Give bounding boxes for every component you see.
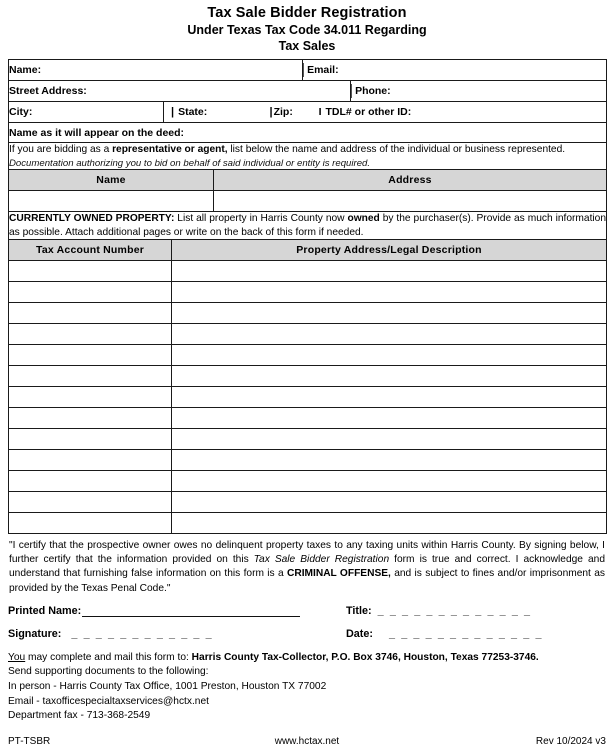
- city-field-cell[interactable]: [9, 102, 164, 123]
- property-description-cell[interactable]: [172, 302, 607, 323]
- property-account-cell[interactable]: [9, 491, 172, 512]
- title-group: [346, 605, 606, 617]
- state-pipe-separator: |: [171, 106, 175, 118]
- agent-col-header-name: Name: [9, 170, 214, 191]
- applicant-info-table: [8, 59, 607, 171]
- agent-address-input-cell[interactable]: [214, 191, 607, 212]
- property-account-cell[interactable]: [9, 260, 172, 281]
- agent-line1-emphasis: representative or agent,: [112, 144, 228, 155]
- property-description-cell[interactable]: [172, 470, 607, 491]
- page-subtitle-line2: Tax Sales: [278, 39, 336, 53]
- footer-website[interactable]: www.hctax.net: [274, 735, 340, 747]
- property-col-header-account: Tax Account Number: [9, 239, 172, 260]
- phone-divider-tick: [351, 84, 352, 98]
- deed-name-label: Name as it will appear on the deed:: [9, 126, 185, 139]
- table-row: [9, 323, 607, 344]
- date-group: [346, 628, 606, 640]
- printed-name-label: Printed Name:: [8, 604, 82, 617]
- table-row: [9, 365, 607, 386]
- certification-part2: form is true and correct. I acknowledge and understand that furnishing false information on this form is a: [9, 554, 605, 580]
- property-description-cell[interactable]: [172, 365, 607, 386]
- property-account-cell[interactable]: [9, 302, 172, 323]
- printed-name-input[interactable]: [82, 606, 300, 617]
- mailing-you-word: You: [8, 651, 26, 663]
- property-account-cell[interactable]: [9, 449, 172, 470]
- agent-instructions-row: [9, 143, 607, 171]
- fax-number-line: Department fax - 713-368-2549: [8, 710, 151, 722]
- email-field-cell[interactable]: [303, 60, 607, 81]
- property-account-cell[interactable]: [9, 281, 172, 302]
- tdl-pipe-separator: I: [318, 106, 322, 118]
- currently-owned-property-row: [9, 212, 607, 240]
- agent-table-row: [9, 191, 607, 212]
- currently-owned-property-text: [9, 212, 606, 239]
- property-description-cell[interactable]: [172, 323, 607, 344]
- certification-criminal-offense: CRIMINAL OFFENSE,: [286, 568, 391, 580]
- state-label: State:: [178, 106, 208, 118]
- deed-name-row: [9, 123, 607, 143]
- property-account-cell[interactable]: [9, 323, 172, 344]
- printed-name-group: [8, 605, 346, 617]
- currently-owned-property-cell: [9, 212, 607, 240]
- property-description-cell[interactable]: [172, 491, 607, 512]
- table-row: [9, 281, 607, 302]
- property-description-cell[interactable]: [172, 512, 607, 533]
- property-description-cell[interactable]: [172, 428, 607, 449]
- tdl-label: TDL# or other ID:: [325, 106, 412, 118]
- property-account-cell[interactable]: [9, 344, 172, 365]
- document-title-block: [8, 0, 606, 54]
- certification-form-name: Tax Sale Bidder Registration: [253, 554, 390, 566]
- date-input[interactable]: _ _ _ _ _ _ _ _ _ _ _ _ _: [389, 627, 544, 640]
- city-state-zip-row: [9, 102, 607, 123]
- currently-owned-text-a: List all property in Harris County now: [174, 213, 348, 225]
- email-address-line: Email - taxofficespecialtaxservices@hctx.net: [8, 695, 209, 707]
- email-label: Email:: [307, 64, 339, 76]
- agent-line1-pre: If you are bidding as a: [9, 144, 113, 155]
- zip-field-cell[interactable]: [270, 102, 303, 123]
- agent-col-header-address: Address: [214, 170, 607, 191]
- agent-instruction-line1: [9, 143, 606, 157]
- property-table-header-row: [9, 239, 607, 260]
- table-row: [9, 512, 607, 533]
- table-row: [9, 344, 607, 365]
- agent-instructions-cell: [9, 143, 607, 171]
- currently-owned-text-b: by the purchaser(s). Provide as much information as possible. Attach additional pages or write on the back of this form if needed.: [9, 213, 606, 238]
- property-description-cell[interactable]: [172, 449, 607, 470]
- street-phone-row: [9, 81, 607, 102]
- signature-input[interactable]: _ _ _ _ _ _ _ _ _ _ _ _: [71, 627, 214, 640]
- title-input[interactable]: _ _ _ _ _ _ _ _ _ _ _ _ _: [377, 604, 532, 617]
- footer-form-code: PT-TSBR: [8, 735, 51, 747]
- agent-line1-post: list below the name and address of the individual or business represented.: [227, 144, 566, 155]
- certification-statement: [8, 539, 606, 596]
- currently-owned-emphasis: owned: [347, 213, 380, 225]
- zip-label: Zip:: [273, 106, 293, 118]
- mailing-instruction: [8, 651, 606, 665]
- property-account-cell[interactable]: [9, 512, 172, 533]
- title-label: Title:: [346, 604, 372, 617]
- name-field-cell[interactable]: [9, 60, 303, 81]
- street-address-field-cell[interactable]: [9, 81, 351, 102]
- state-field-cell[interactable]: [164, 102, 270, 123]
- property-account-cell[interactable]: [9, 470, 172, 491]
- property-account-cell[interactable]: [9, 428, 172, 449]
- contact-information-block: [8, 651, 606, 723]
- property-col-header-description: Property Address/Legal Description: [172, 239, 607, 260]
- table-row: [9, 491, 607, 512]
- property-account-cell[interactable]: [9, 365, 172, 386]
- property-description-cell[interactable]: [172, 407, 607, 428]
- table-row: [9, 470, 607, 491]
- date-label: Date:: [346, 627, 373, 640]
- page-title: Tax Sale Bidder Registration: [207, 5, 407, 21]
- table-row: [9, 260, 607, 281]
- agent-name-address-table: [8, 169, 607, 240]
- tdl-field-cell[interactable]: [303, 102, 607, 123]
- table-row: [9, 428, 607, 449]
- table-row: [9, 407, 607, 428]
- name-label: Name:: [9, 64, 42, 76]
- deed-name-field-cell[interactable]: [9, 123, 607, 143]
- phone-field-cell[interactable]: [351, 81, 607, 102]
- page-subtitle-line1: Under Texas Tax Code 34.011 Regarding: [187, 23, 427, 37]
- certification-part3: and is subject to fines and/or imprisonment as provided by the Texas Penal Code.": [9, 568, 605, 594]
- property-account-cell[interactable]: [9, 386, 172, 407]
- email-divider-tick: [303, 63, 304, 77]
- in-person-address: In person - Harris County Tax Office, 1001 Preston, Houston TX 77002: [8, 680, 327, 692]
- printed-name-title-row: [8, 605, 606, 617]
- property-account-cell[interactable]: [9, 407, 172, 428]
- mailing-instruction-text: may complete and mail this form to:: [25, 651, 192, 663]
- table-row: [9, 386, 607, 407]
- signature-date-row: [8, 628, 606, 640]
- street-address-label: Street Address:: [9, 85, 87, 97]
- property-description-cell[interactable]: [172, 344, 607, 365]
- table-row: [9, 302, 607, 323]
- footer-revision: Rev 10/2024 v3: [535, 735, 606, 747]
- signature-block: [8, 605, 606, 640]
- page-footer: [8, 736, 606, 747]
- signature-label: Signature:: [8, 627, 62, 640]
- property-table: [8, 239, 607, 534]
- name-email-row: [9, 60, 607, 81]
- currently-owned-label: CURRENTLY OWNED PROPERTY:: [9, 213, 175, 225]
- send-documents-instruction: Send supporting documents to the following:: [8, 666, 209, 678]
- city-label: City:: [9, 106, 33, 118]
- certification-part1: "I certify that the prospective owner owes no delinquent property taxes to any taxing units within Harris County. By signing below, I further certify that the information provided on this: [9, 539, 605, 566]
- agent-name-input-cell[interactable]: [9, 191, 214, 212]
- property-description-cell[interactable]: [172, 386, 607, 407]
- agent-table-header-row: [9, 170, 607, 191]
- property-description-cell[interactable]: [172, 260, 607, 281]
- property-description-cell[interactable]: [172, 281, 607, 302]
- signature-group: [8, 628, 346, 640]
- agent-instruction-line2: Documentation authorizing you to bid on behalf of said individual or entity is required.: [9, 157, 371, 169]
- zip-pipe-separator: |: [269, 106, 273, 118]
- phone-label: Phone:: [355, 85, 391, 97]
- table-row: [9, 449, 607, 470]
- mailing-address: Harris County Tax-Collector, P.O. Box 3746, Houston, Texas 77253-3746.: [191, 651, 539, 663]
